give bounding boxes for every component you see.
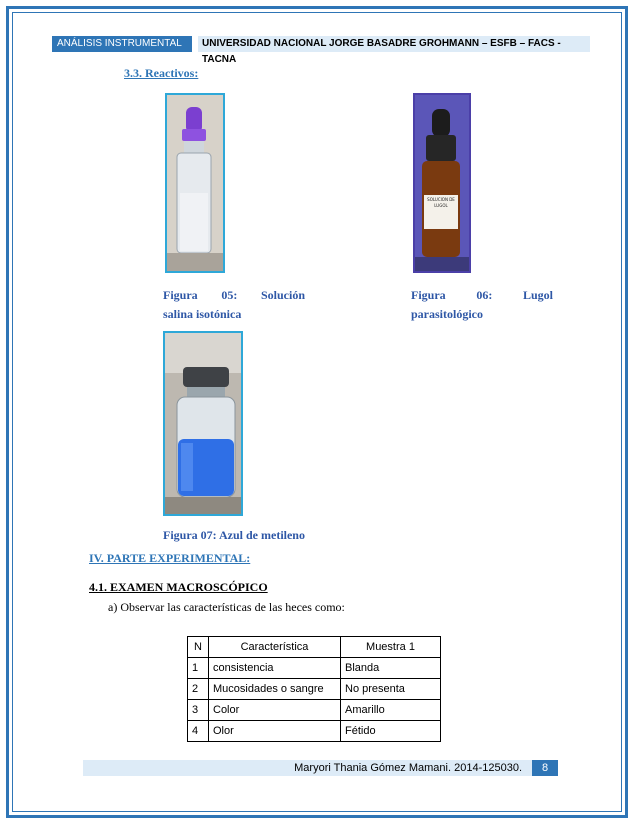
fig06-word-2: 06: <box>476 288 493 302</box>
characteristics-table <box>187 636 441 742</box>
page-header <box>52 36 590 65</box>
section-41-heading: 4.1. EXAMEN MACROSCÓPICO <box>89 580 268 594</box>
table-cell: Fétido <box>341 721 441 742</box>
figure-07-photo <box>163 331 243 516</box>
footer-author: Maryori Thania Gómez Mamani. 2014-125030. <box>294 762 522 774</box>
header-university: UNIVERSIDAD NACIONAL JORGE BASADRE GROHMANN – ESFB – FACS - TACNA <box>198 36 590 52</box>
col-header-caracteristica: Característica <box>209 637 341 658</box>
figure-07-caption: Figura 07: Azul de metileno <box>163 528 305 542</box>
fig05-word-2: 05: <box>221 288 238 302</box>
table-cell: Mucosidades o sangre <box>209 679 341 700</box>
table-cell: 4 <box>188 721 209 742</box>
fig05-line-2: salina isotónica <box>163 307 242 321</box>
figure-06-photo <box>413 93 471 273</box>
table-row <box>188 679 441 700</box>
figure-06-caption <box>411 286 553 324</box>
table-cell: Color <box>209 700 341 721</box>
figure-05-caption <box>163 286 305 324</box>
lugol-bottle-illustration <box>415 95 469 271</box>
header-course: ANÁLISIS INSTRUMENTAL <box>52 36 192 52</box>
col-header-muestra: Muestra 1 <box>341 637 441 658</box>
page-number: 8 <box>532 760 558 776</box>
table-row <box>188 700 441 721</box>
table-cell: 2 <box>188 679 209 700</box>
section-reactivos-heading: 3.3. Reactivos: <box>124 66 199 80</box>
fig05-word-1: Figura <box>163 288 198 302</box>
col-header-n: N <box>188 637 209 658</box>
table-cell: 1 <box>188 658 209 679</box>
table-row <box>188 658 441 679</box>
lugol-bottle-label: SOLUCION DE LUGOL <box>427 197 455 208</box>
table-cell: No presenta <box>341 679 441 700</box>
page-footer <box>83 760 558 776</box>
table-cell: 3 <box>188 700 209 721</box>
fig05-word-3: Solución <box>260 288 305 302</box>
instruction-text: a) Observar las características de las heces como: <box>108 600 345 614</box>
table-cell: Olor <box>209 721 341 742</box>
table-cell: Amarillo <box>341 700 441 721</box>
fig06-line-2: parasitológico <box>411 307 483 321</box>
section-iv-heading: IV. PARTE EXPERIMENTAL: <box>89 551 251 565</box>
table-header-row <box>188 637 441 658</box>
methylene-blue-bottle-illustration <box>165 333 241 514</box>
table-row <box>188 721 441 742</box>
table-cell: consistencia <box>209 658 341 679</box>
figure-05-photo <box>165 93 225 273</box>
saline-bottle-illustration <box>167 95 223 271</box>
table-cell: Blanda <box>341 658 441 679</box>
fig06-word-1: Figura <box>411 288 446 302</box>
fig06-word-3: Lugol <box>522 288 553 302</box>
